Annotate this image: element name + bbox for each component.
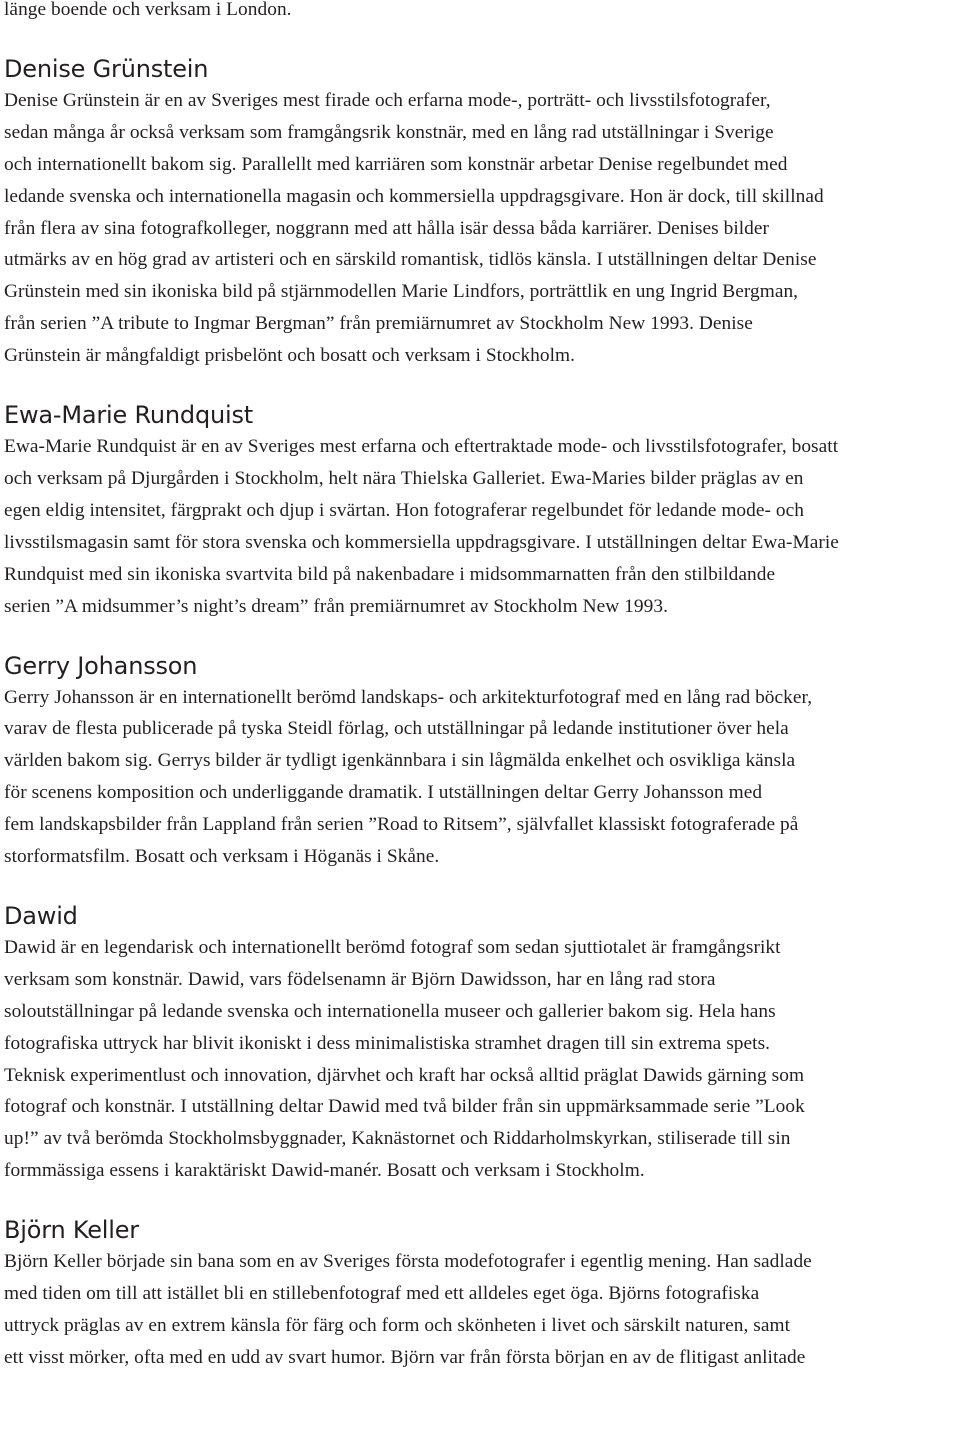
- text-line: ledande svenska och internationella magasin och kommersiella uppdragsgivare. Hon är dock, till skillnad: [4, 185, 824, 207]
- section-gap: [4, 372, 956, 399]
- text-line: Rundquist med sin ikoniska svartvita bild på nakenbadare i midsommarnatten från den stilbildande: [4, 563, 776, 585]
- section-heading: Dawid: [4, 901, 78, 930]
- text-line: serien ”A midsummer’s night’s dream” från premiärnumret av Stockholm New 1993.: [4, 595, 668, 617]
- text-line: fotograf och konstnär. I utställning deltar Dawid med två bilder från sin uppmärksammade serie ”Look: [4, 1096, 805, 1118]
- text-line: Björn Keller började sin bana som en av Sveriges första modefotografer i egentlig mening. Han sadlade: [4, 1251, 812, 1273]
- section-body: [4, 85, 956, 372]
- section-gap: [4, 1187, 956, 1214]
- document-page: [4, 0, 956, 1374]
- section-body: [4, 431, 956, 622]
- text-line: verksam som konstnär. Dawid, vars födelsenamn är Björn Dawidsson, har en lång rad stora: [4, 968, 716, 990]
- text-line: utmärks av en hög grad av artisteri och en särskild romantisk, tidlös känsla. I utställningen deltar Denise: [4, 249, 817, 271]
- text-line: fem landskapsbilder från Lappland från serien ”Road to Ritsem”, självfallet klassiskt fotograferade på: [4, 814, 799, 836]
- section-gap: [4, 26, 956, 53]
- text-line: Gerry Johansson är en internationellt berömd landskaps- och arkitekturfotograf med en lång rad böcker,: [4, 686, 813, 708]
- section-body: [4, 1246, 956, 1374]
- section-heading: Denise Grünstein: [4, 54, 209, 83]
- text-line: för scenens komposition och underliggande dramatik. I utställningen deltar Gerry Johansson med: [4, 782, 763, 804]
- text-line: Denise Grünstein är en av Sveriges mest firade och erfarna mode-, porträtt- och livsstilsfotografer,: [4, 89, 771, 111]
- section-dawid: [4, 900, 956, 1187]
- text-line: varav de flesta publicerade på tyska Steidl förlag, och utställningar på ledande institutioner över hela: [4, 718, 789, 740]
- text-line: och internationellt bakom sig. Parallellt med karriären som konstnär arbetar Denise regelbundet med: [4, 153, 788, 175]
- text-line: länge boende och verksam i London.: [4, 0, 292, 20]
- section-heading: Ewa-Marie Rundquist: [4, 401, 253, 430]
- text-line: egen eldig intensitet, färgprakt och djup i svärtan. Hon fotograferar regelbundet för ledande mode- och: [4, 499, 804, 521]
- text-line: från serien ”A tribute to Ingmar Bergman” från premiärnumret av Stockholm New 1993. Denise: [4, 313, 753, 335]
- text-line: Grünstein med sin ikoniska bild på stjärnmodellen Marie Lindfors, porträttlik en ung Ingrid Bergman,: [4, 281, 799, 303]
- section-body: [4, 682, 956, 873]
- text-line: fotografiska uttryck har blivit ikoniskt i dess minimalistiska stramhet dragen till sin extrema spets.: [4, 1032, 771, 1054]
- text-line: Teknisk experimentlust och innovation, djärvhet och kraft har också alltid präglat Dawids gärning som: [4, 1064, 805, 1086]
- section-heading: Björn Keller: [4, 1216, 139, 1245]
- section-heading: Gerry Johansson: [4, 651, 198, 680]
- section-gap: [4, 623, 956, 650]
- text-line: världen bakom sig. Gerrys bilder är tydligt igenkännbara i sin lågmälda enkelhet och osvikliga känsla: [4, 750, 796, 772]
- text-line: storformatsfilm. Bosatt och verksam i Höganäs i Skåne.: [4, 846, 440, 868]
- section-body: [4, 932, 956, 1187]
- text-line: soloutställningar på ledande svenska och internationella museer och gallerier bakom sig. Hela hans: [4, 1000, 776, 1022]
- section-gerry-johansson: [4, 650, 956, 873]
- text-line: ett visst mörker, ofta med en udd av svart humor. Björn var från första början en av de flitigast anlitade: [4, 1346, 806, 1368]
- text-line: Ewa-Marie Rundquist är en av Sveriges mest erfarna och eftertraktade mode- och livsstilsfotografer, bosatt: [4, 436, 839, 458]
- text-line: up!” av två berömda Stockholmsbyggnader, Kaknästornet och Riddarholmskyrkan, stiliserade till sin: [4, 1128, 791, 1150]
- text-line: sedan många år också verksam som framgångsrik konstnär, med en lång rad utställningar i Sverige: [4, 121, 774, 143]
- text-line: livsstilsmagasin samt för stora svenska och kommersiella uppdragsgivare. I utställningen deltar Ewa-Marie: [4, 531, 839, 553]
- section-denise-grunstein: [4, 53, 956, 372]
- text-line: formmässiga essens i karaktäriskt Dawid-manér. Bosatt och verksam i Stockholm.: [4, 1160, 645, 1182]
- text-line: från flera av sina fotografkolleger, noggrann med att hålla isär dessa båda karriärer. Denises bilder: [4, 217, 770, 239]
- text-line: uttryck präglas av en extrem känsla för färg och form och skönheten i livet och särskilt naturen, samt: [4, 1315, 791, 1336]
- section-bjorn-keller: [4, 1214, 956, 1374]
- text-line: Grünstein är mångfaldigt prisbelönt och bosatt och verksam i Stockholm.: [4, 345, 576, 367]
- intro-paragraph: [4, 0, 956, 26]
- text-line: med tiden om till att istället bli en stillebenfotograf med ett alldeles eget öga. Björns fotografiska: [4, 1283, 760, 1305]
- text-line: och verksam på Djurgården i Stockholm, helt nära Thielska Galleriet. Ewa-Maries bilder präglas av en: [4, 467, 804, 489]
- text-line: Dawid är en legendarisk och internationellt berömd fotograf som sedan sjuttiotalet är framgångsrikt: [4, 936, 781, 958]
- section-ewa-marie-rundquist: [4, 399, 956, 622]
- section-gap: [4, 873, 956, 900]
